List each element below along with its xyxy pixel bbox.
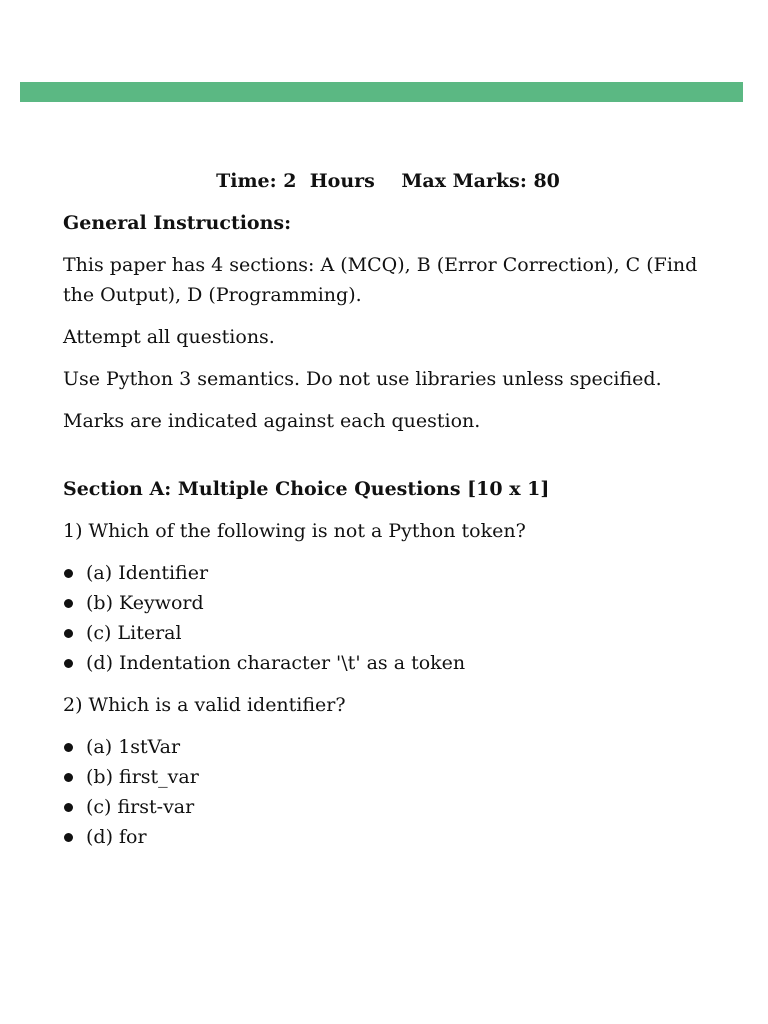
option-label: (a) 1stVar: [86, 736, 181, 758]
bullet-icon: [64, 659, 73, 668]
option-label: (b) Keyword: [86, 592, 204, 614]
option-label: (d) for: [86, 826, 147, 848]
instruction-item: Attempt all questions.: [63, 326, 275, 348]
question-2: 2) Which is a valid identifier?: [63, 694, 346, 716]
question-1-options: [63, 558, 713, 678]
document-body: [63, 166, 713, 864]
option-label: (d) Indentation character '\t' as a token: [86, 652, 466, 674]
bullet-icon: [64, 629, 73, 638]
instructions-heading: General Instructions:: [63, 212, 292, 234]
time-and-marks: Time: 2 Hours Max Marks: 80: [216, 170, 560, 192]
option-item: [63, 792, 713, 822]
option-label: (c) first-var: [86, 796, 195, 818]
option-label: (c) Literal: [86, 622, 182, 644]
bullet-icon: [64, 833, 73, 842]
bullet-icon: [64, 743, 73, 752]
header-accent-bar: [20, 82, 743, 102]
question-2-options: [63, 732, 713, 852]
instruction-item: This paper has 4 sections: A (MCQ), B (Error Correction), C (Find the Output), D (Programming).: [63, 254, 698, 306]
option-item: [63, 762, 713, 792]
option-label: (a) Identifier: [86, 562, 209, 584]
bullet-icon: [64, 803, 73, 812]
option-item: [63, 558, 713, 588]
instruction-item: Use Python 3 semantics. Do not use libraries unless specified.: [63, 368, 662, 390]
option-item: [63, 618, 713, 648]
option-item: [63, 732, 713, 762]
instruction-item: Marks are indicated against each question.: [63, 410, 481, 432]
bullet-icon: [64, 569, 73, 578]
question-1: 1) Which of the following is not a Python token?: [63, 520, 526, 542]
option-item: [63, 648, 713, 678]
bullet-icon: [64, 773, 73, 782]
section-a-heading: Section A: Multiple Choice Questions [10 x 1]: [63, 478, 550, 500]
option-label: (b) first_var: [86, 766, 199, 788]
option-item: [63, 822, 713, 852]
option-item: [63, 588, 713, 618]
bullet-icon: [64, 599, 73, 608]
